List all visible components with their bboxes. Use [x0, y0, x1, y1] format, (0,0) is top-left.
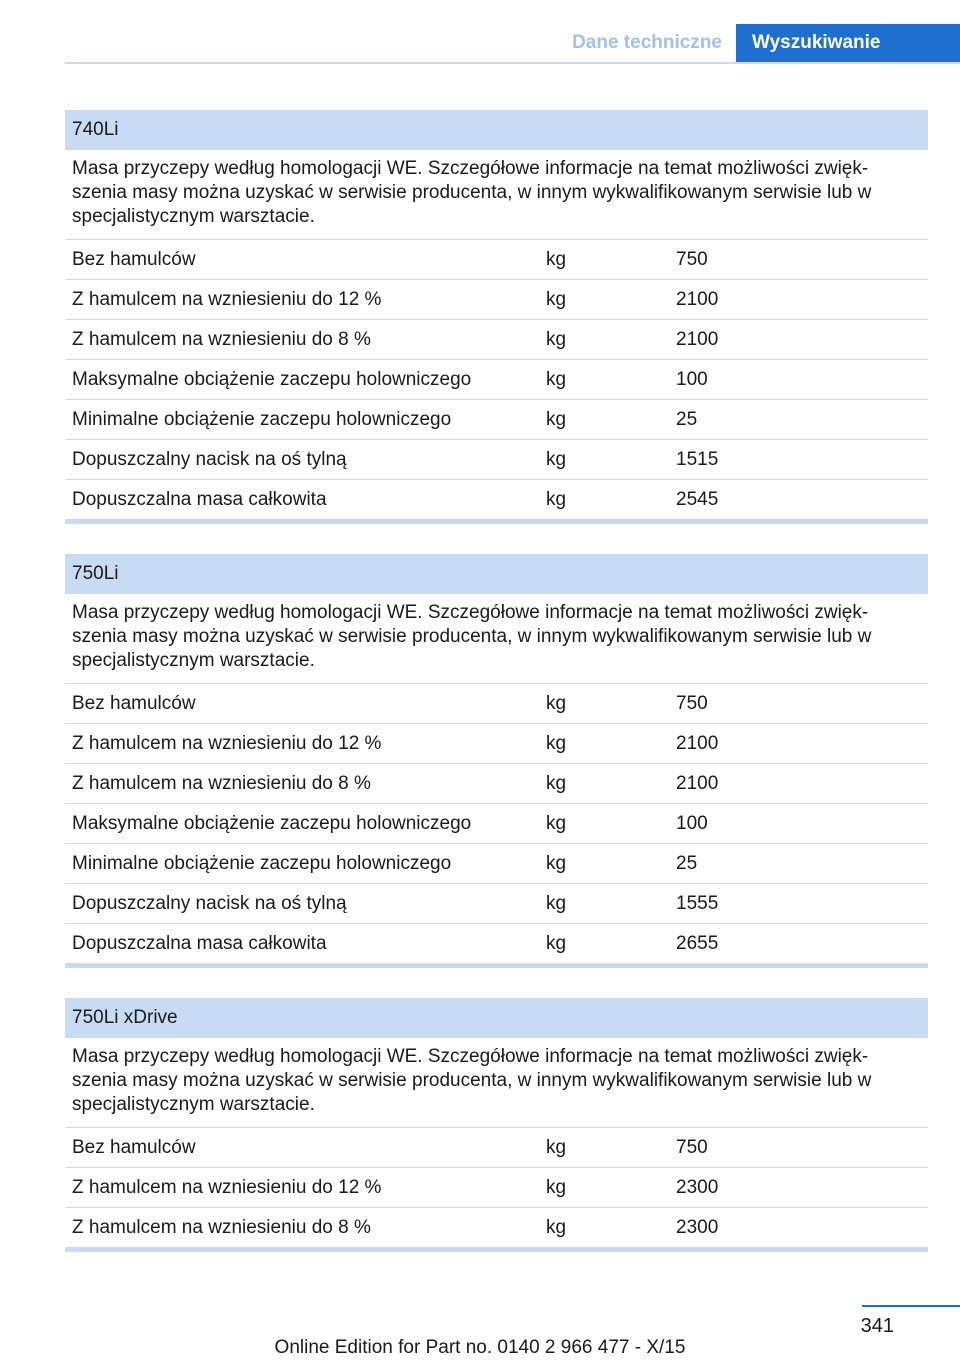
row-label: Dopuszczalny nacisk na oś tylną — [72, 449, 347, 470]
row-label: Dopuszczalna masa całkowita — [72, 933, 327, 954]
table-row — [65, 1168, 928, 1208]
section-tab-technical-data[interactable]: Dane techniczne — [572, 32, 722, 53]
row-value: 2300 — [676, 1177, 719, 1198]
table-row — [65, 440, 928, 480]
row-label: Z hamulcem na wzniesieniu do 12 % — [72, 733, 382, 754]
row-unit: kg — [546, 1137, 567, 1158]
row-value: 2655 — [676, 933, 719, 954]
footer-accent-line — [862, 1305, 960, 1307]
table-row — [65, 724, 928, 764]
row-label: Maksymalne obciążenie zaczepu holowniczego — [72, 813, 472, 834]
row-value: 2100 — [676, 289, 719, 310]
spec-table-description: Masa przyczepy według homologacji WE. Szczegółowe informacje na temat możliwości zwiększenia masy można uzyskać w serwisie producenta, w innym wykwalifikowanym serwisie lub w specjalistycznym warsztacie. — [65, 1038, 928, 1128]
edition-footer: Online Edition for Part no. 0140 2 966 477 - X/15 — [274, 1337, 686, 1358]
row-value: 2100 — [676, 733, 719, 754]
row-value: 750 — [676, 249, 708, 270]
table-row — [65, 764, 928, 804]
row-label: Dopuszczalna masa całkowita — [72, 489, 327, 510]
table-row — [65, 924, 928, 968]
row-unit: kg — [546, 813, 567, 834]
row-unit: kg — [546, 249, 567, 270]
spec-table-title: 750Li xDrive — [65, 998, 928, 1038]
table-row — [65, 684, 928, 724]
row-label: Z hamulcem na wzniesieniu do 8 % — [72, 773, 371, 794]
row-label: Maksymalne obciążenie zaczepu holowniczego — [72, 369, 472, 390]
row-unit: kg — [546, 369, 567, 390]
row-label: Z hamulcem na wzniesieniu do 8 % — [72, 329, 371, 350]
page-header — [65, 24, 960, 64]
table-row — [65, 1208, 928, 1252]
row-label: Z hamulcem na wzniesieniu do 12 % — [72, 289, 382, 310]
row-unit: kg — [546, 733, 567, 754]
row-label: Bez hamulców — [72, 693, 196, 714]
page-number: 341 — [860, 1315, 894, 1337]
table-row — [65, 240, 928, 280]
table-row — [65, 360, 928, 400]
row-value: 25 — [676, 409, 698, 430]
row-unit: kg — [546, 893, 567, 914]
row-unit: kg — [546, 329, 567, 350]
row-unit: kg — [546, 773, 567, 794]
spec-table-description: Masa przyczepy według homologacji WE. Szczegółowe informacje na temat możliwości zwiększenia masy można uzyskać w serwisie producenta, w innym wykwalifikowanym serwisie lub w specjalistycznym warsztacie. — [65, 150, 928, 240]
row-value: 100 — [676, 813, 708, 834]
row-unit: kg — [546, 693, 567, 714]
row-label: Bez hamulców — [72, 249, 196, 270]
row-value: 1515 — [676, 449, 719, 470]
search-tab[interactable]: Wyszukiwanie — [736, 24, 960, 62]
row-unit: kg — [546, 449, 567, 470]
table-row — [65, 804, 928, 844]
spec-table-title: 750Li — [65, 554, 928, 594]
row-label: Bez hamulców — [72, 1137, 196, 1158]
row-value: 750 — [676, 693, 708, 714]
spec-table-740li — [65, 110, 928, 524]
spec-table-750li — [65, 554, 928, 968]
row-label: Z hamulcem na wzniesieniu do 12 % — [72, 1177, 382, 1198]
row-unit: kg — [546, 289, 567, 310]
row-unit: kg — [546, 1177, 567, 1198]
row-label: Dopuszczalny nacisk na oś tylną — [72, 893, 347, 914]
row-label: Z hamulcem na wzniesieniu do 8 % — [72, 1217, 371, 1238]
row-unit: kg — [546, 1217, 567, 1238]
row-value: 2300 — [676, 1217, 719, 1238]
table-row — [65, 280, 928, 320]
row-value: 2545 — [676, 489, 719, 510]
row-value: 2100 — [676, 773, 719, 794]
table-row — [65, 884, 928, 924]
spec-table-description: Masa przyczepy według homologacji WE. Szczegółowe informacje na temat możliwości zwiększenia masy można uzyskać w serwisie producenta, w innym wykwalifikowanym serwisie lub w specjalistycznym warsztacie. — [65, 594, 928, 684]
row-unit: kg — [546, 853, 567, 874]
table-row — [65, 480, 928, 524]
row-unit: kg — [546, 933, 567, 954]
row-value: 25 — [676, 853, 698, 874]
table-row — [65, 400, 928, 440]
spec-table-750li-xdrive — [65, 998, 928, 1252]
table-row — [65, 844, 928, 884]
row-label: Minimalne obciążenie zaczepu holowniczego — [72, 409, 452, 430]
table-row — [65, 320, 928, 360]
spec-table-title: 740Li — [65, 110, 928, 150]
row-unit: kg — [546, 489, 567, 510]
row-label: Minimalne obciążenie zaczepu holowniczego — [72, 853, 452, 874]
row-value: 1555 — [676, 893, 719, 914]
table-row — [65, 1128, 928, 1168]
row-value: 100 — [676, 369, 708, 390]
row-value: 750 — [676, 1137, 708, 1158]
row-unit: kg — [546, 409, 567, 430]
row-value: 2100 — [676, 329, 719, 350]
